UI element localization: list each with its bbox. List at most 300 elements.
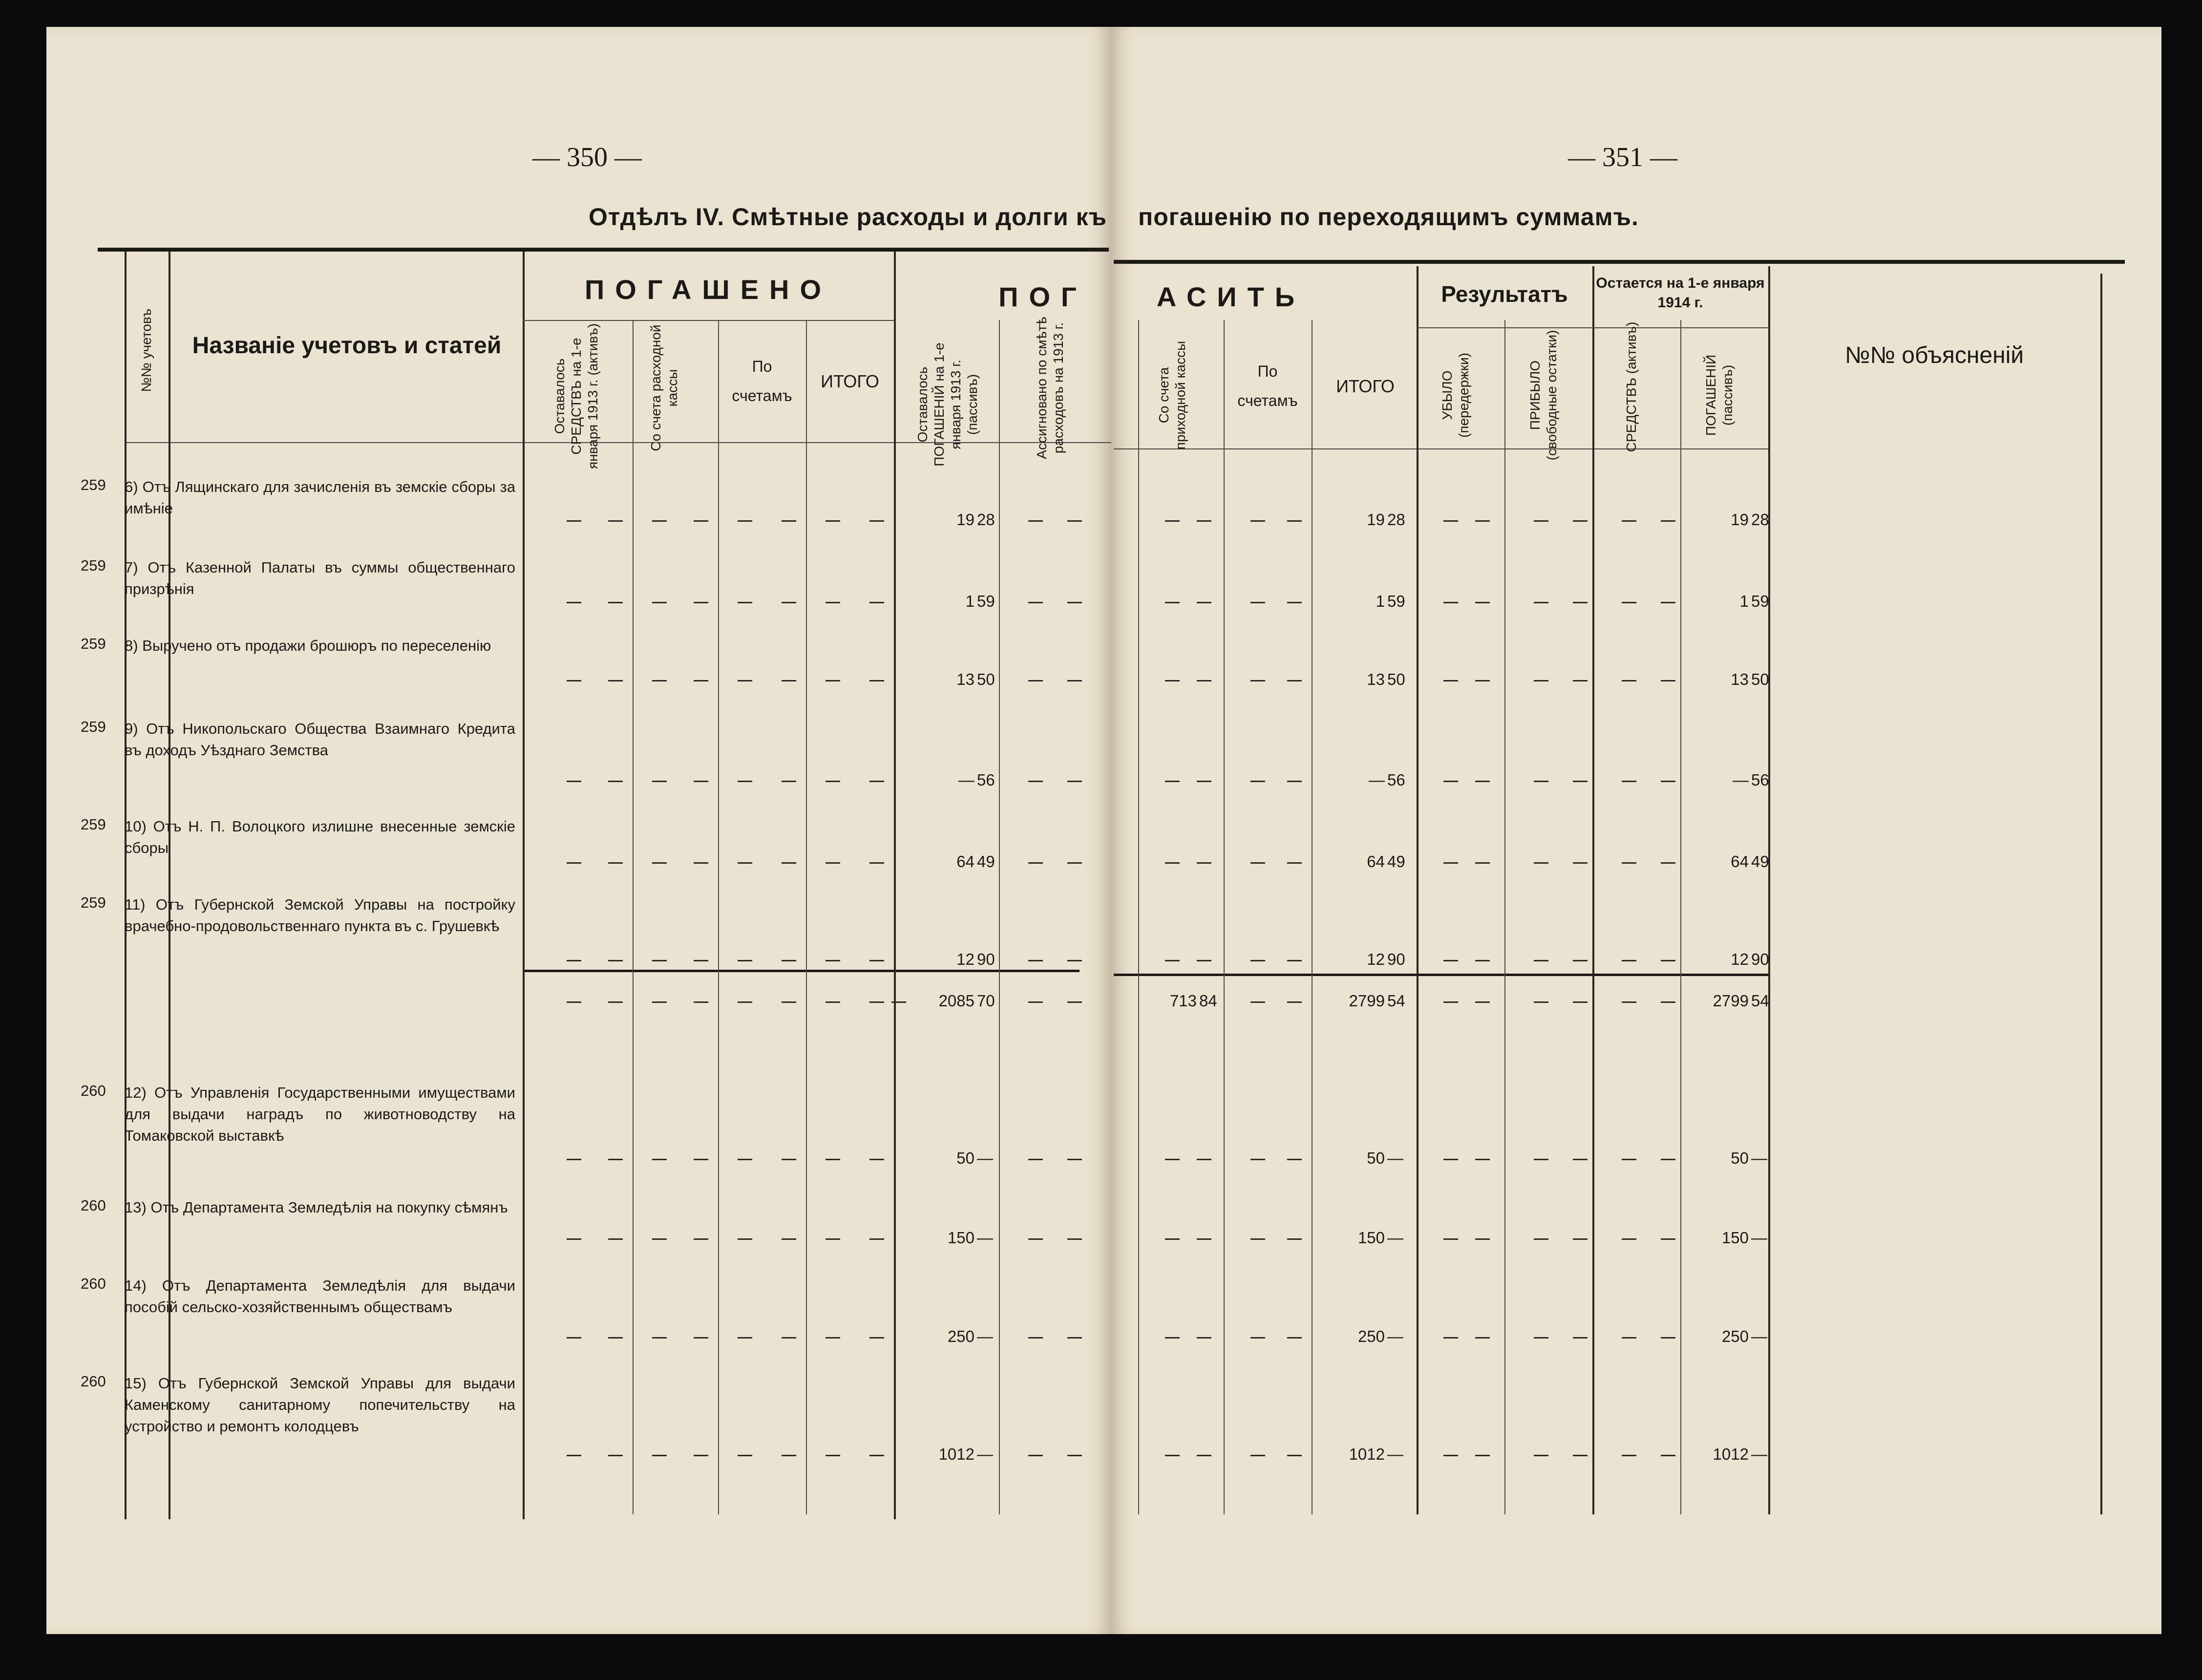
account-number: 259 [81, 557, 106, 574]
page-number-right: — 351 — [1568, 142, 1677, 172]
empty-cell-dash [782, 520, 796, 522]
remained-rubles: 12 [956, 950, 974, 968]
empty-cell-dash [652, 1455, 667, 1456]
empty-cell-dash [1443, 680, 1458, 681]
empty-cell-dash [1661, 781, 1675, 782]
remained-rubles: 13 [956, 670, 974, 688]
header-top-rule-right [1114, 260, 2125, 264]
header-by-accounts-right: По счетамъ [1237, 362, 1298, 409]
account-number: 260 [81, 1082, 106, 1099]
empty-cell-dash [1250, 1455, 1265, 1456]
empty-cell-dash [1661, 680, 1675, 681]
empty-cell-dash [694, 781, 708, 782]
empty-cell-dash [694, 1238, 708, 1240]
empty-cell-dash [1165, 520, 1180, 522]
subtotal-debts-rubles: 2799 [1713, 992, 1749, 1010]
entry-text: 15) Отъ Губернской Земской Управы для выдачи Каменскому санитарному попечительству на устройство и ремонтъ колодцевъ [125, 1375, 515, 1435]
empty-cell-dash [869, 1337, 884, 1339]
empty-cell-dash [652, 680, 667, 681]
empty-cell-dash [567, 1159, 581, 1160]
empty-cell-dash [1475, 862, 1490, 864]
empty-cell-dash [1573, 781, 1588, 782]
empty-cell-dash [1573, 862, 1588, 864]
empty-cell-dash [1622, 680, 1636, 681]
empty-cell-dash [869, 960, 884, 961]
empty-cell-dash [567, 960, 581, 961]
debts-rubles: 250 [1721, 1327, 1749, 1345]
remained-rubles: 64 [956, 852, 974, 871]
account-number: 259 [81, 718, 106, 735]
remained-rubles: 50 [956, 1149, 974, 1167]
empty-cell-dash [1287, 520, 1302, 522]
debts-kopecks: 28 [1751, 510, 1769, 529]
header-total: ИТОГО [821, 371, 879, 391]
header-remains: Остается на 1-е января 1914 г. [1596, 275, 1765, 311]
empty-cell-dash [1443, 520, 1458, 522]
empty-cell-dash [694, 680, 708, 681]
empty-cell-dash [1661, 1159, 1675, 1160]
empty-cell-dash [1443, 781, 1458, 782]
empty-cell-dash [738, 680, 752, 681]
entry-text: 13) Отъ Департамента Земледѣлія на покупку сѣмянъ [125, 1199, 508, 1216]
subtotal-rule-right [1114, 974, 1768, 976]
empty-cell-dash [1475, 1159, 1490, 1160]
empty-cell-dash [1475, 1001, 1490, 1003]
column-divider [718, 320, 719, 1514]
empty-cell-dash [1622, 520, 1636, 522]
remained-kopecks: 49 [977, 852, 995, 871]
debts-rubles: 1012 [1713, 1445, 1749, 1463]
debts-rubles: 50 [1731, 1149, 1749, 1167]
header-remained-debts: Оставалось ПОГАШЕНІЙ на 1-е января 1913 г. (пассивъ) [915, 342, 980, 467]
empty-cell-dash [567, 680, 581, 681]
empty-cell-dash [826, 1337, 840, 1339]
empty-cell-dash [1475, 1337, 1490, 1339]
total-rubles: — [1369, 771, 1385, 789]
empty-cell-dash [1067, 680, 1082, 681]
empty-cell-dash [869, 680, 884, 681]
empty-cell-dash [738, 781, 752, 782]
empty-cell-dash [608, 1337, 623, 1339]
empty-cell-dash [652, 1159, 667, 1160]
empty-cell-dash [1028, 1337, 1043, 1339]
column-divider [999, 320, 1000, 1514]
entry-text: 6) Отъ Лящинскаго для зачисленія въ земскіе сборы за имѣніе [125, 478, 515, 517]
empty-cell-dash [1067, 1159, 1082, 1160]
subtotal-remained-kopecks: 70 [977, 992, 995, 1010]
empty-cell-dash [1287, 1238, 1302, 1240]
empty-cell-dash [738, 602, 752, 603]
total-rubles: 64 [1367, 852, 1385, 871]
empty-cell-dash [1661, 1455, 1675, 1456]
total-rubles: 250 [1357, 1327, 1385, 1345]
empty-cell-dash [1287, 680, 1302, 681]
column-divider [1504, 320, 1505, 1514]
empty-cell-dash [1573, 1001, 1588, 1003]
header-by-accounts: По счетамъ [732, 358, 792, 404]
remained-rubles: 1012 [938, 1445, 974, 1463]
debts-rubles: 13 [1731, 670, 1749, 688]
remained-rubles: — [958, 771, 974, 789]
header-increased: ПРИБЫЛО (свободные остатки) [1527, 330, 1559, 461]
header-pogasheno: ПОГАШЕНО [584, 274, 832, 305]
empty-cell-dash [869, 781, 884, 782]
debts-rubles: 12 [1731, 950, 1749, 968]
account-number: 260 [81, 1275, 106, 1292]
remained-kopecks: 90 [977, 950, 995, 968]
empty-cell-dash [567, 1238, 581, 1240]
empty-cell-dash [567, 1337, 581, 1339]
column-divider [169, 252, 170, 1519]
debts-kopecks: — [1751, 1327, 1767, 1345]
empty-cell-dash [1197, 680, 1211, 681]
empty-cell-dash [826, 1455, 840, 1456]
empty-cell-dash [1165, 1337, 1180, 1339]
empty-cell-dash [1443, 1159, 1458, 1160]
debts-kopecks: 90 [1751, 950, 1769, 968]
page-number-left: — 350 — [532, 142, 642, 172]
header-total-right: ИТОГО [1336, 376, 1395, 396]
remained-kopecks: 56 [977, 771, 995, 789]
header-pogasit-left: ПОГ [998, 281, 1087, 312]
account-number: 259 [81, 816, 106, 833]
column-divider [125, 252, 127, 1519]
column-divider [633, 320, 634, 1514]
empty-cell-dash [826, 520, 840, 522]
empty-cell-dash [1197, 781, 1211, 782]
empty-cell-dash [1067, 862, 1082, 864]
subtotal-remained-rubles: 2085 [938, 992, 974, 1010]
empty-cell-dash [1250, 1337, 1265, 1339]
empty-cell-dash [1573, 520, 1588, 522]
empty-cell-dash [1573, 960, 1588, 961]
debts-kopecks: 59 [1751, 592, 1769, 610]
empty-cell-dash [652, 960, 667, 961]
empty-cell-dash [1475, 1455, 1490, 1456]
empty-cell-dash [1622, 781, 1636, 782]
empty-cell-dash [608, 1455, 623, 1456]
empty-cell-dash [1622, 1455, 1636, 1456]
empty-cell-dash [826, 960, 840, 961]
empty-cell-dash [1475, 960, 1490, 961]
empty-cell-dash [1534, 680, 1548, 681]
empty-cell-dash [782, 1001, 796, 1003]
entry-text: 10) Отъ Н. П. Волоцкого излишне внесенные земскіе сборы [125, 818, 515, 856]
empty-cell-dash [1028, 781, 1043, 782]
empty-cell-dash [1443, 1001, 1458, 1003]
empty-cell-dash [1287, 862, 1302, 864]
column-divider [1680, 320, 1681, 1514]
empty-cell-dash [1661, 602, 1675, 603]
account-number: 259 [81, 894, 106, 911]
header-income-cash: Со счета приходной кассы [1156, 340, 1188, 450]
account-number: 260 [81, 1373, 106, 1390]
empty-cell-dash [1534, 520, 1548, 522]
entry-text: 7) Отъ Казенной Палаты въ суммы общественнаго призрѣнія [125, 559, 515, 597]
empty-cell-dash [694, 960, 708, 961]
empty-cell-dash [1573, 1238, 1588, 1240]
empty-cell-dash [1197, 602, 1211, 603]
empty-cell-dash [567, 1455, 581, 1456]
column-divider [806, 320, 807, 1514]
empty-cell-dash [891, 1001, 906, 1003]
column-divider [1768, 266, 1770, 1514]
empty-cell-dash [567, 781, 581, 782]
total-rubles: 13 [1367, 670, 1385, 688]
empty-cell-dash [608, 1238, 623, 1240]
column-divider [894, 252, 896, 1519]
empty-cell-dash [1534, 1337, 1548, 1339]
entry-text: 14) Отъ Департамента Земледѣлія для выдачи пособій сельско-хозяйственнымъ обществамъ [125, 1277, 515, 1316]
debts-rubles: 19 [1731, 510, 1749, 529]
remained-rubles: 150 [947, 1229, 974, 1247]
empty-cell-dash [608, 680, 623, 681]
empty-cell-dash [1475, 1238, 1490, 1240]
empty-cell-dash [1197, 1337, 1211, 1339]
empty-cell-dash [782, 862, 796, 864]
empty-cell-dash [738, 1001, 752, 1003]
empty-cell-dash [869, 1001, 884, 1003]
empty-cell-dash [608, 862, 623, 864]
empty-cell-dash [1287, 1159, 1302, 1160]
total-rubles: 12 [1367, 950, 1385, 968]
empty-cell-dash [738, 862, 752, 864]
subtotal-income-rubles: 713 [1169, 992, 1197, 1010]
group-rule [523, 320, 894, 321]
subtotal-income-kopecks: 84 [1199, 992, 1217, 1010]
empty-cell-dash [1661, 862, 1675, 864]
empty-cell-dash [738, 1238, 752, 1240]
empty-cell-dash [608, 1001, 623, 1003]
header-expense-cash: Со счета расходной кассы [648, 324, 680, 451]
empty-cell-dash [1443, 862, 1458, 864]
column-divider [1312, 320, 1313, 1514]
empty-cell-dash [1165, 781, 1180, 782]
subtotal-rule-left [523, 970, 1080, 972]
remained-kopecks: — [977, 1149, 993, 1167]
column-divider [2100, 274, 2102, 1514]
empty-cell-dash [1443, 602, 1458, 603]
empty-cell-dash [782, 680, 796, 681]
empty-cell-dash [694, 1159, 708, 1160]
total-kopecks: 50 [1387, 670, 1405, 688]
empty-cell-dash [1197, 862, 1211, 864]
empty-cell-dash [1475, 520, 1490, 522]
empty-cell-dash [1165, 602, 1180, 603]
empty-cell-dash [826, 680, 840, 681]
total-rubles: 50 [1367, 1149, 1385, 1167]
column-divider [1592, 266, 1594, 1514]
empty-cell-dash [1197, 520, 1211, 522]
empty-cell-dash [1534, 1238, 1548, 1240]
empty-cell-dash [869, 1455, 884, 1456]
empty-cell-dash [869, 602, 884, 603]
empty-cell-dash [1250, 1238, 1265, 1240]
empty-cell-dash [1534, 960, 1548, 961]
empty-cell-dash [567, 602, 581, 603]
subtotal-total-kopecks: 54 [1387, 992, 1405, 1010]
entry-text: 11) Отъ Губернской Земской Управы на постройку врачебно-продовольственнаго пункта въ с. Грушевкѣ [125, 896, 515, 935]
account-number: 259 [81, 476, 106, 493]
empty-cell-dash [694, 1455, 708, 1456]
empty-cell-dash [567, 1001, 581, 1003]
empty-cell-dash [782, 1159, 796, 1160]
empty-cell-dash [782, 1455, 796, 1456]
empty-cell-dash [1622, 960, 1636, 961]
empty-cell-dash [608, 1159, 623, 1160]
empty-cell-dash [1028, 1238, 1043, 1240]
header-remained-assets: Оставалось СРЕДСТВЪ на 1-е января 1913 г. (активъ) [552, 323, 600, 469]
remained-kopecks: — [977, 1327, 993, 1345]
header-name: Названіе учетовъ и статей [192, 333, 502, 359]
empty-cell-dash [826, 862, 840, 864]
empty-cell-dash [1534, 1001, 1548, 1003]
total-kopecks: 28 [1387, 510, 1405, 529]
debts-rubles: 64 [1731, 852, 1749, 871]
empty-cell-dash [869, 1238, 884, 1240]
header-pogasit-right: АСИТЬ [1156, 281, 1306, 312]
total-kopecks: 59 [1387, 592, 1405, 610]
empty-cell-dash [738, 1455, 752, 1456]
empty-cell-dash [1197, 1455, 1211, 1456]
empty-cell-dash [1622, 602, 1636, 603]
total-kopecks: — [1387, 1445, 1403, 1463]
empty-cell-dash [652, 520, 667, 522]
empty-cell-dash [1287, 1455, 1302, 1456]
empty-cell-dash [1534, 602, 1548, 603]
empty-cell-dash [1250, 680, 1265, 681]
empty-cell-dash [1622, 862, 1636, 864]
empty-cell-dash [1028, 1455, 1043, 1456]
empty-cell-dash [1622, 1238, 1636, 1240]
empty-cell-dash [567, 862, 581, 864]
empty-cell-dash [1165, 960, 1180, 961]
empty-cell-dash [1534, 781, 1548, 782]
empty-cell-dash [826, 1238, 840, 1240]
empty-cell-dash [652, 602, 667, 603]
title-right: погашенію по переходящимъ суммамъ. [1138, 203, 1639, 231]
empty-cell-dash [1197, 1238, 1211, 1240]
empty-cell-dash [782, 960, 796, 961]
empty-cell-dash [1067, 1001, 1082, 1003]
remained-kopecks: 28 [977, 510, 995, 529]
empty-cell-dash [782, 1238, 796, 1240]
debts-rubles: 150 [1721, 1229, 1749, 1247]
empty-cell-dash [1067, 520, 1082, 522]
empty-cell-dash [1534, 862, 1548, 864]
empty-cell-dash [1067, 602, 1082, 603]
empty-cell-dash [1028, 602, 1043, 603]
header-assigned: Ассигновано по смѣтѣ расходовъ на 1913 г. [1034, 317, 1066, 459]
empty-cell-dash [1250, 1001, 1265, 1003]
empty-cell-dash [1661, 960, 1675, 961]
empty-cell-dash [1287, 602, 1302, 603]
empty-cell-dash [652, 1001, 667, 1003]
total-kopecks: — [1387, 1149, 1403, 1167]
total-rubles: 1012 [1349, 1445, 1385, 1463]
empty-cell-dash [826, 1159, 840, 1160]
header-top-rule [98, 248, 1109, 252]
empty-cell-dash [1067, 960, 1082, 961]
empty-cell-dash [738, 520, 752, 522]
entry-text: 9) Отъ Никопольскаго Общества Взаимнаго Кредита въ доходъ Уѣзднаго Земства [125, 720, 515, 759]
total-rubles: 1 [1376, 592, 1385, 610]
empty-cell-dash [782, 1337, 796, 1339]
remained-rubles: 250 [947, 1327, 974, 1345]
empty-cell-dash [869, 862, 884, 864]
entry-text: 12) Отъ Управленія Государственными имуществами для выдачи наградъ по животноводству на Томаковской выставкѣ [125, 1084, 515, 1144]
empty-cell-dash [782, 602, 796, 603]
total-kopecks: 90 [1387, 950, 1405, 968]
empty-cell-dash [1250, 602, 1265, 603]
empty-cell-dash [1250, 781, 1265, 782]
empty-cell-dash [567, 520, 581, 522]
empty-cell-dash [869, 1159, 884, 1160]
empty-cell-dash [869, 520, 884, 522]
column-divider [523, 252, 525, 1519]
total-rubles: 19 [1367, 510, 1385, 529]
empty-cell-dash [826, 1001, 840, 1003]
empty-cell-dash [1443, 1337, 1458, 1339]
empty-cell-dash [1067, 1337, 1082, 1339]
right-page [1111, 27, 2161, 1634]
empty-cell-dash [694, 862, 708, 864]
empty-cell-dash [1250, 960, 1265, 961]
entry-text: 8) Выручено отъ продажи брошюръ по переселенію [125, 637, 491, 654]
header-assets: СРЕДСТВЪ (активъ) [1624, 321, 1639, 452]
empty-cell-dash [1250, 520, 1265, 522]
empty-cell-dash [1028, 960, 1043, 961]
empty-cell-dash [1475, 602, 1490, 603]
debts-kopecks: 49 [1751, 852, 1769, 871]
empty-cell-dash [1287, 960, 1302, 961]
empty-cell-dash [1028, 1159, 1043, 1160]
empty-cell-dash [1067, 1238, 1082, 1240]
total-kopecks: — [1387, 1229, 1403, 1247]
empty-cell-dash [1067, 781, 1082, 782]
empty-cell-dash [1622, 1001, 1636, 1003]
empty-cell-dash [1475, 781, 1490, 782]
empty-cell-dash [652, 862, 667, 864]
debts-kopecks: 50 [1751, 670, 1769, 688]
empty-cell-dash [1443, 1238, 1458, 1240]
remained-kopecks: 59 [977, 592, 995, 610]
remained-rubles: 19 [956, 510, 974, 529]
empty-cell-dash [608, 781, 623, 782]
debts-kopecks: — [1751, 1229, 1767, 1247]
empty-cell-dash [1573, 680, 1588, 681]
title-left: Отдѣлъ IV. Смѣтные расходы и долги къ [589, 203, 1107, 231]
column-divider [1417, 266, 1419, 1514]
empty-cell-dash [1534, 1159, 1548, 1160]
debts-kopecks: 56 [1751, 771, 1769, 789]
empty-cell-dash [652, 781, 667, 782]
empty-cell-dash [1250, 1159, 1265, 1160]
remained-kopecks: — [977, 1445, 993, 1463]
total-rubles: 150 [1357, 1229, 1385, 1247]
empty-cell-dash [1287, 1337, 1302, 1339]
empty-cell-dash [1287, 1001, 1302, 1003]
empty-cell-dash [1028, 862, 1043, 864]
debts-kopecks: — [1751, 1149, 1767, 1167]
header-decreased: УБЫЛО (передержки) [1440, 353, 1471, 438]
empty-cell-dash [1573, 1455, 1588, 1456]
empty-cell-dash [1443, 960, 1458, 961]
empty-cell-dash [694, 1001, 708, 1003]
empty-cell-dash [694, 1337, 708, 1339]
remained-kopecks: — [977, 1229, 993, 1247]
empty-cell-dash [1661, 1337, 1675, 1339]
